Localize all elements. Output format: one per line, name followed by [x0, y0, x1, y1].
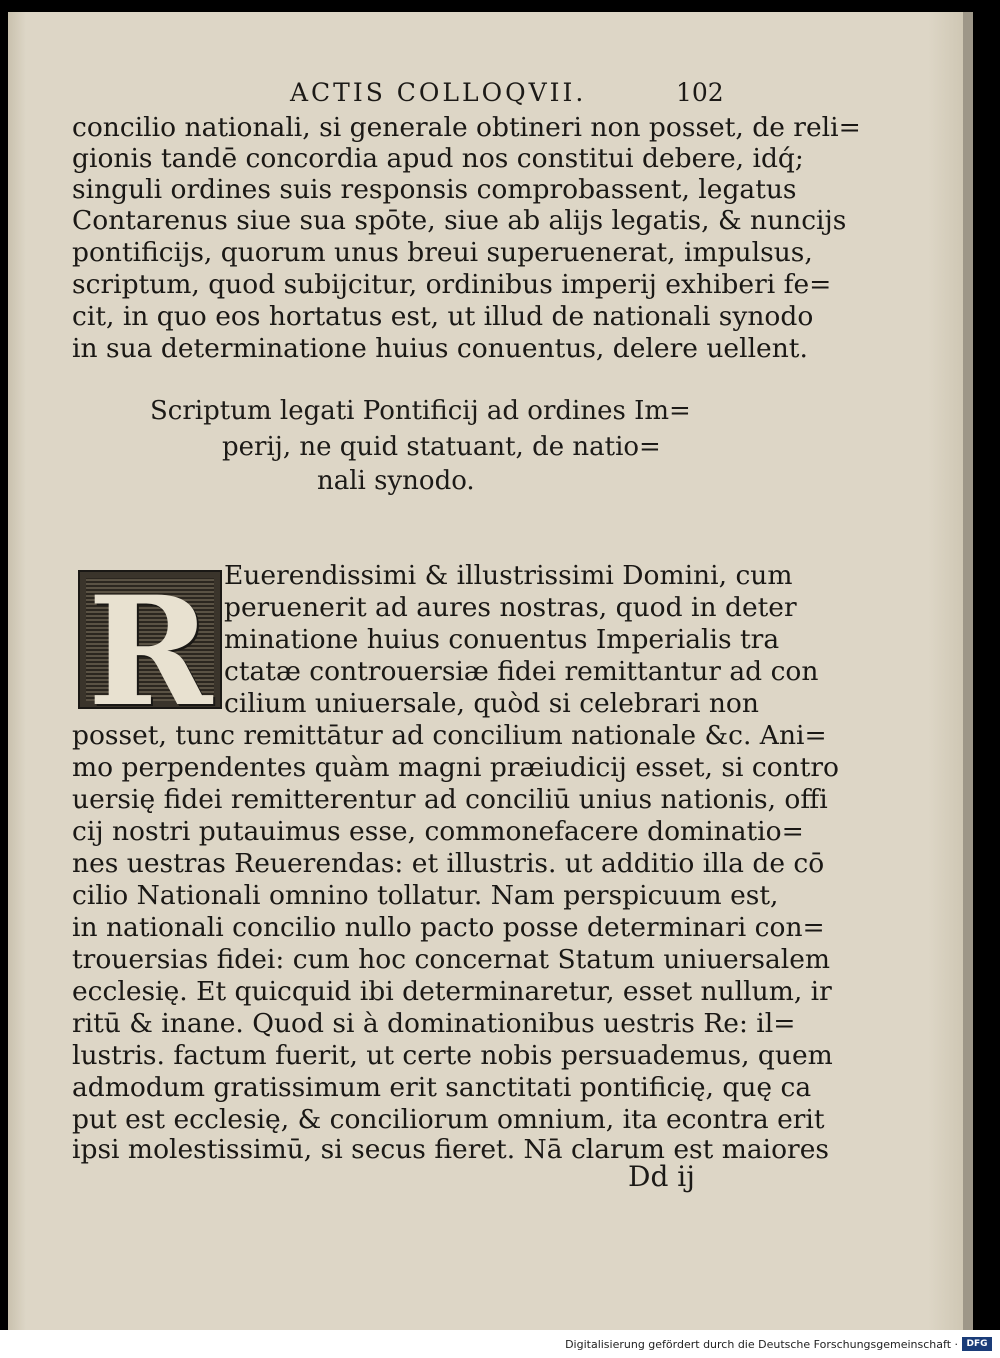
text-line: Euerendissimi & illustrissimi Domini, cum [224, 560, 793, 591]
text-line: singuli ordines suis responsis comprobassent, legatus [72, 174, 797, 205]
text-line: ipsi molestissimū, si secus fieret. Nā clarum est maiores [72, 1134, 830, 1165]
decorated-initial [78, 564, 222, 740]
text-line: in nationali concilio nullo pacto posse determinari con= [72, 912, 825, 943]
initial-letter: R [87, 564, 213, 740]
text-line: trouersias fidei: cum hoc concernat Statum uniuersalem [72, 944, 831, 975]
text-line: cit, in quo eos hortatus est, ut illud de nationali synodo [72, 301, 814, 332]
text-line: gionis tandē concordia apud nos constitui debere, idq́; [72, 143, 804, 174]
section-heading-line: perij, ne quid statuant, de natio= [222, 432, 661, 462]
text-line: ctatæ controuersiæ fidei remittantur ad con [224, 656, 819, 687]
text-line: Contarenus siue sua spōte, siue ab alijs legatis, & nuncijs [72, 205, 847, 236]
text-line: scriptum, quod subijcitur, ordinibus imperij exhiberi fe= [72, 269, 832, 300]
text-line: ritū & inane. Quod si à dominationibus uestris Re: il= [72, 1008, 796, 1039]
text-line: cilio Nationali omnino tollatur. Nam perspicuum est, [72, 880, 779, 911]
text-line: posset, tunc remittātur ad concilium nationale &c. Ani= [72, 720, 827, 751]
section-heading-line: Scriptum legati Pontificij ad ordines Im= [150, 396, 691, 426]
dfg-logo-icon: DFG [962, 1337, 992, 1351]
text-line: put est ecclesię, & conciliorum omnium, ita econtra erit [72, 1104, 825, 1135]
folio-number: 102 [676, 78, 724, 107]
text-line: admodum gratissimum erit sanctitati pontificię, quę ca [72, 1072, 812, 1103]
text-line: cij nostri putauimus esse, commonefacere dominatio= [72, 816, 804, 847]
text-line: lustris. factum fuerit, ut certe nobis persuademus, quem [72, 1040, 833, 1071]
text-line: pontificijs, quorum unus breui superuenerat, impulsus, [72, 237, 813, 268]
text-line: uersię fidei remitterentur ad conciliū unius nationis, offi [72, 784, 828, 815]
text-line: peruenerit ad aures nostras, quod in deter [224, 592, 797, 623]
text-line: mo perpendentes quàm magni præiudicij esset, si contro [72, 752, 840, 783]
text-line: ecclesię. Et quicquid ibi determinaretur, esset nullum, ir [72, 976, 832, 1007]
text-line: nes uestras Reuerendas: et illustris. ut additio illa de cō [72, 848, 825, 879]
digitization-credit: Digitalisierung gefördert durch die Deutsche Forschungsgemeinschaft · [565, 1338, 958, 1351]
text-line: cilium uniuersale, quòd si celebrari non [224, 688, 759, 719]
section-heading-line: nali synodo. [317, 466, 475, 496]
text-line: in sua determinatione huius conuentus, delere uellent. [72, 333, 808, 364]
page-edge [963, 12, 973, 1330]
signature-mark: Dd ij [628, 1160, 695, 1193]
running-head: ACTIS COLLOQVII. [290, 78, 587, 107]
text-line: concilio nationali, si generale obtineri non posset, de reli= [72, 112, 861, 143]
text-line: minatione huius conuentus Imperialis tra [224, 624, 780, 655]
